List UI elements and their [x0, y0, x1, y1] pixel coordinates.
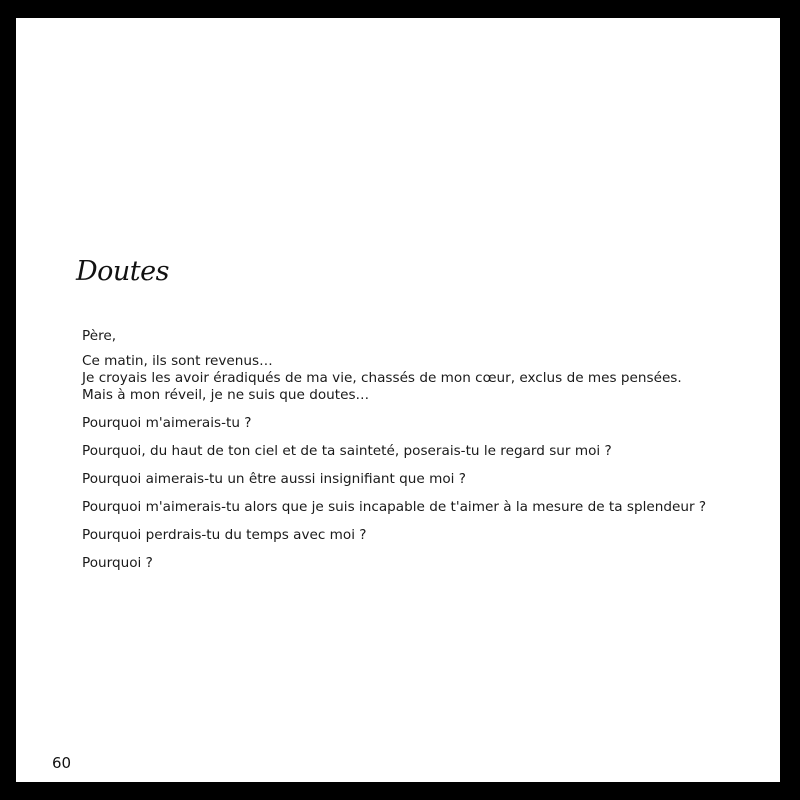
poem-body — [82, 328, 782, 572]
question-line: Pourquoi m'aimerais-tu ? — [82, 415, 252, 431]
intro-paragraph — [82, 353, 782, 404]
question-line: Pourquoi aimerais-tu un être aussi insignifiant que moi ? — [82, 471, 466, 487]
intro-line: Ce matin, ils sont revenus… — [82, 353, 273, 369]
salutation: Père, — [82, 328, 117, 344]
question-line: Pourquoi m'aimerais-tu alors que je suis incapable de t'aimer à la mesure de ta splendeur ? — [82, 499, 707, 515]
question-line: Pourquoi, du haut de ton ciel et de ta sainteté, poserais-tu le regard sur moi ? — [82, 443, 612, 459]
page-number: 60 — [52, 754, 72, 772]
question-line: Pourquoi perdrais-tu du temps avec moi ? — [82, 527, 367, 543]
intro-line: Je croyais les avoir éradiqués de ma vie, chassés de mon cœur, exclus de mes pensées. — [82, 370, 682, 386]
question-line: Pourquoi ? — [82, 555, 153, 571]
page-title: Doutes — [76, 256, 169, 287]
intro-line: Mais à mon réveil, je ne suis que doutes… — [82, 387, 370, 403]
